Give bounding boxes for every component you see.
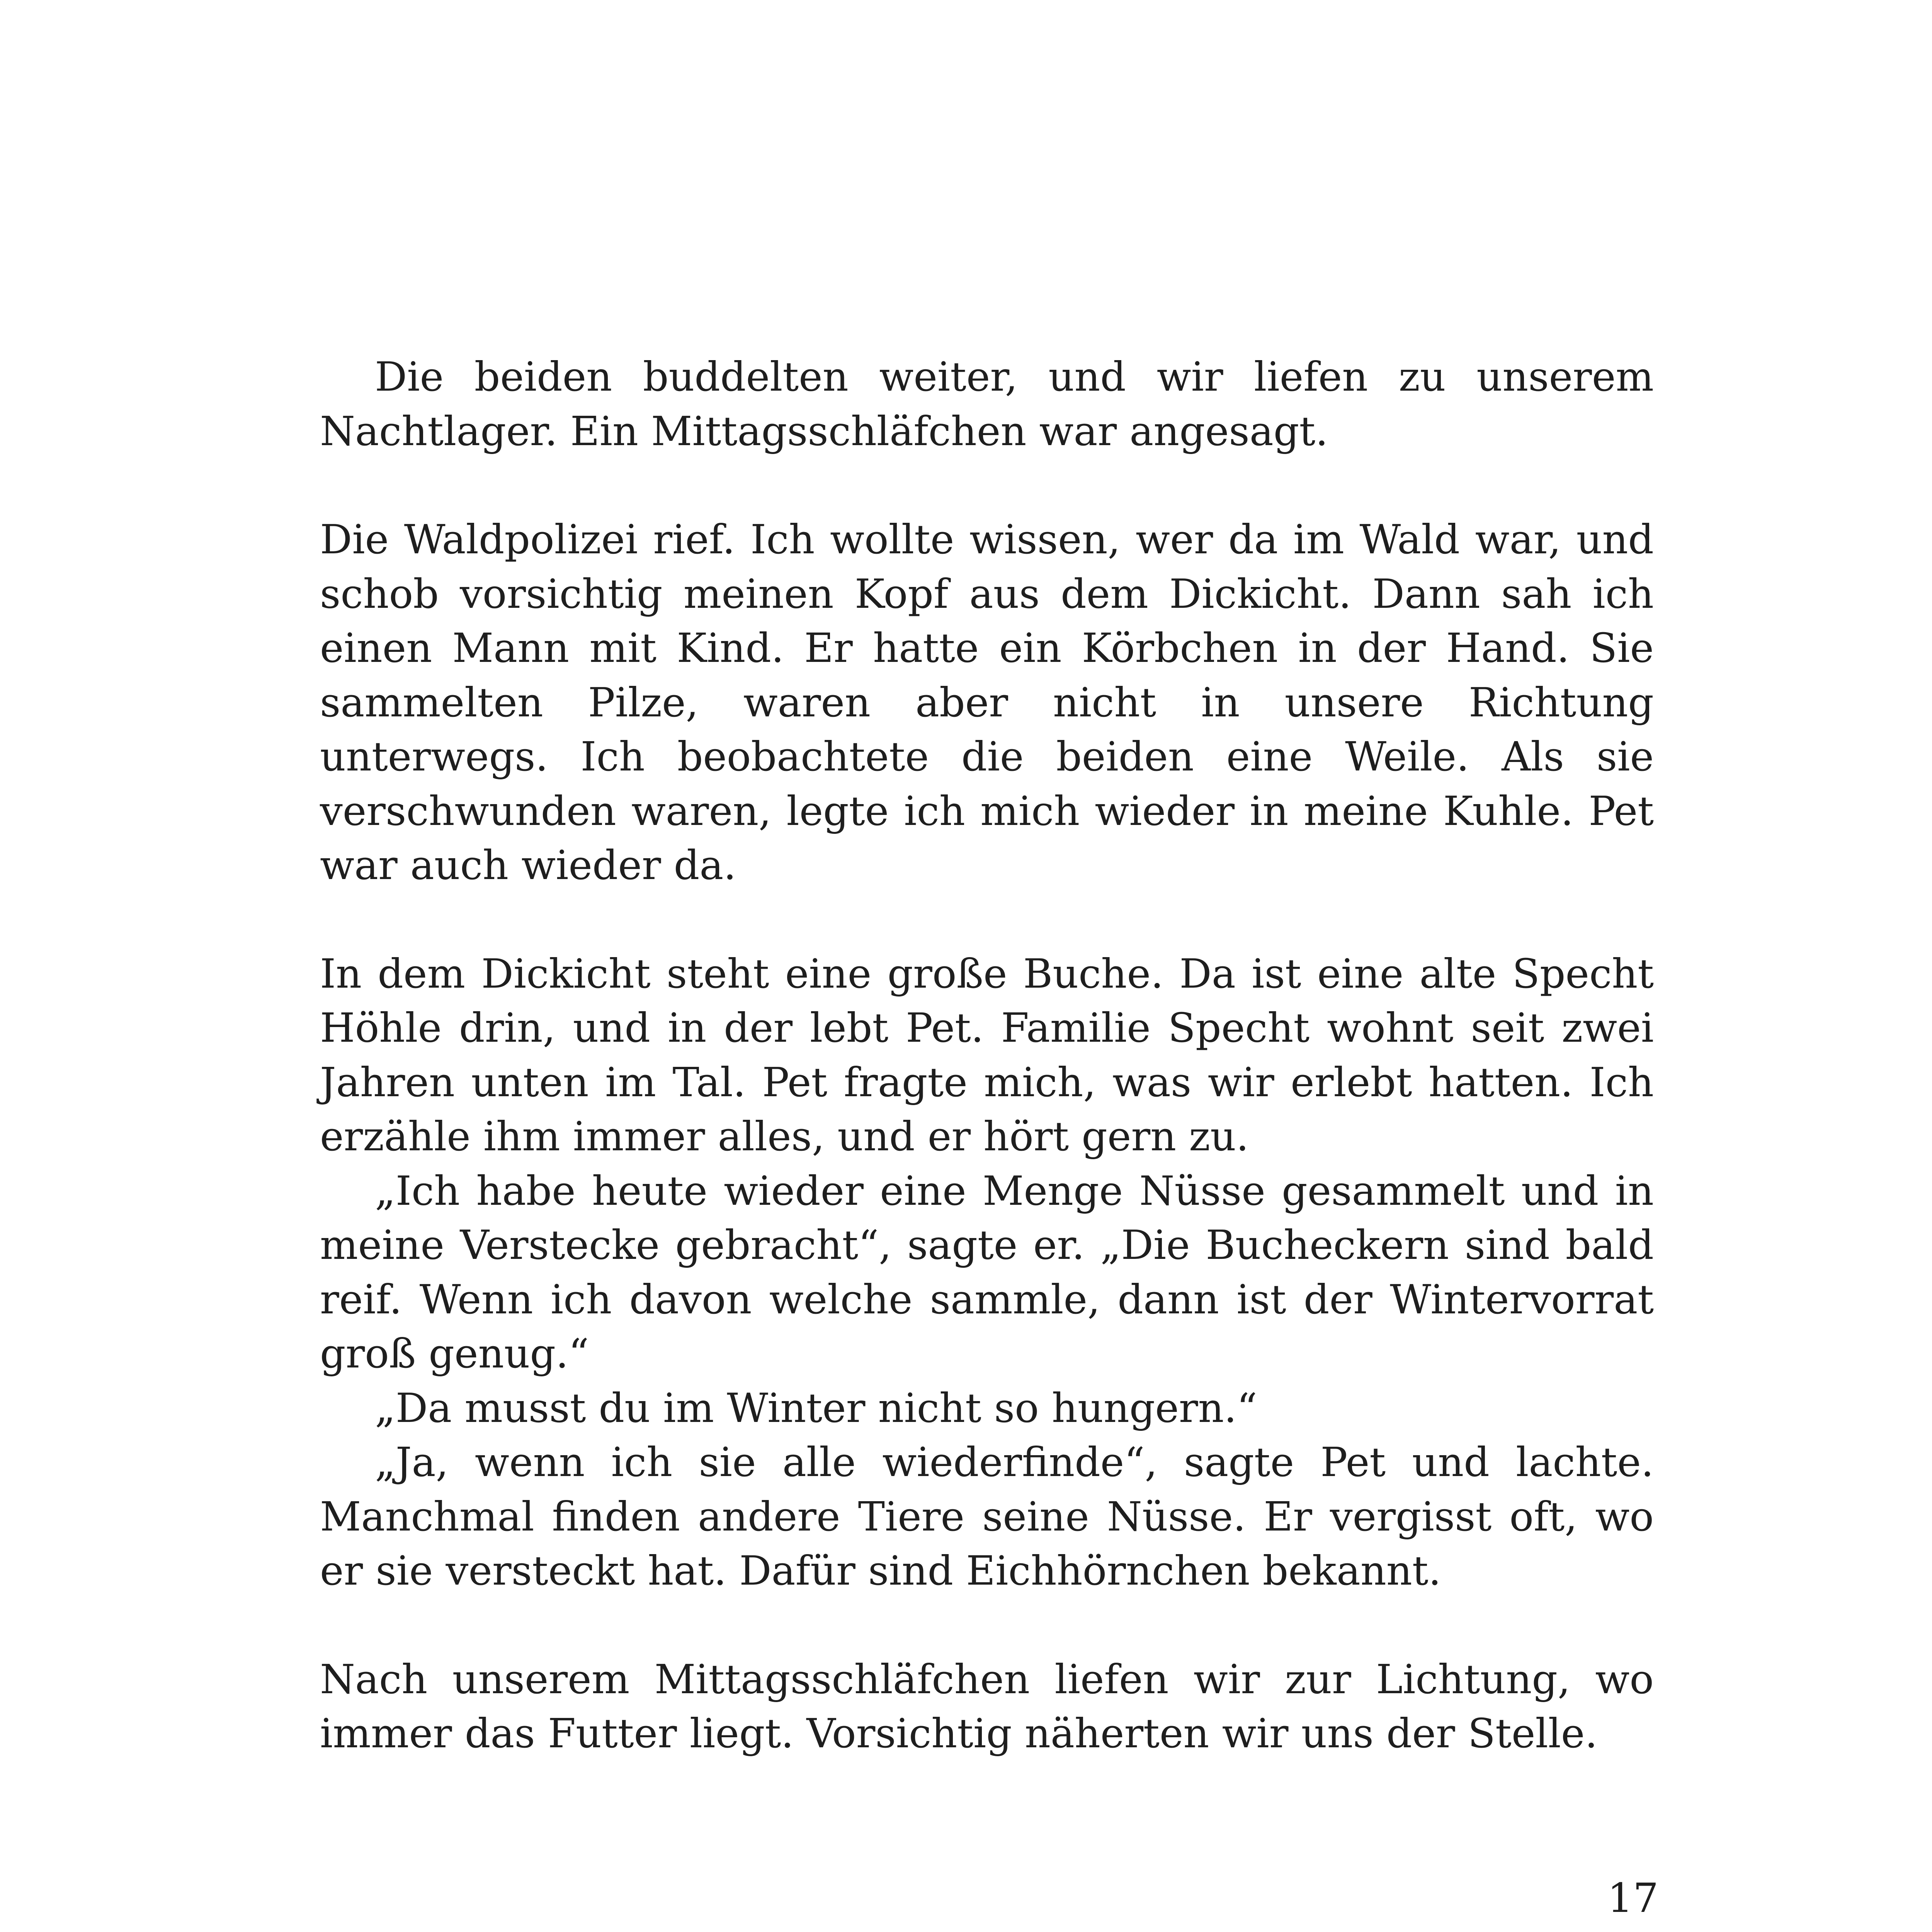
paragraph-5: „Da musst du im Winter nicht so hungern.“ xyxy=(375,1384,1257,1432)
paragraph-4: „Ich habe heute wieder eine Menge Nüsse gesammelt und in meine Verstecke gebracht“, sagte er. „Die Bucheckern sind bald reif. Wenn ich davon welche sammle, dann ist der Wintervorrat groß genug.“ xyxy=(320,1167,1654,1377)
paragraph-6: „Ja, wenn ich sie alle wiederfinde“, sagte Pet und lachte. Manchmal finden andere Tiere seine Nüsse. Er vergisst oft, wo er sie versteckt hat. Dafür sind Eichhörnchen bekannt. xyxy=(320,1439,1654,1594)
paragraph-1: Die beiden buddelten weiter, und wir liefen zu unserem Nachtlager. Ein Mittagsschläfchen war angesagt. xyxy=(320,353,1654,455)
body-text xyxy=(320,350,1654,1761)
paragraph-7: Nach unserem Mittagsschläfchen liefen wir zur Lichtung, wo immer das Futter liegt. Vorsichtig näherten wir uns der Stelle. xyxy=(320,1655,1654,1757)
page-number: 17 xyxy=(1607,1874,1659,1922)
paragraph-2: Die Waldpolizei rief. Ich wollte wissen, wer da im Wald war, und schob vorsichtig meinen Kopf aus dem Dickicht. Dann sah ich einen Mann mit Kind. Er hatte ein Körbchen in der Hand. Sie sammelten Pilze, waren aber nicht in unsere Richtung unterwegs. Ich beobachtete die beiden eine Weile. Als sie verschwunden waren, legte ich mich wieder in meine Kuhle. Pet war auch wieder da. xyxy=(320,516,1654,889)
paragraph-3: In dem Dickicht steht eine große Buche. Da ist eine alte Specht Höhle drin, und in der lebt Pet. Familie Specht wohnt seit zwei Jahren unten im Tal. Pet fragte mich, was wir erlebt hatten. Ich erzähle ihm immer alles, und er hört gern zu. xyxy=(320,950,1654,1160)
